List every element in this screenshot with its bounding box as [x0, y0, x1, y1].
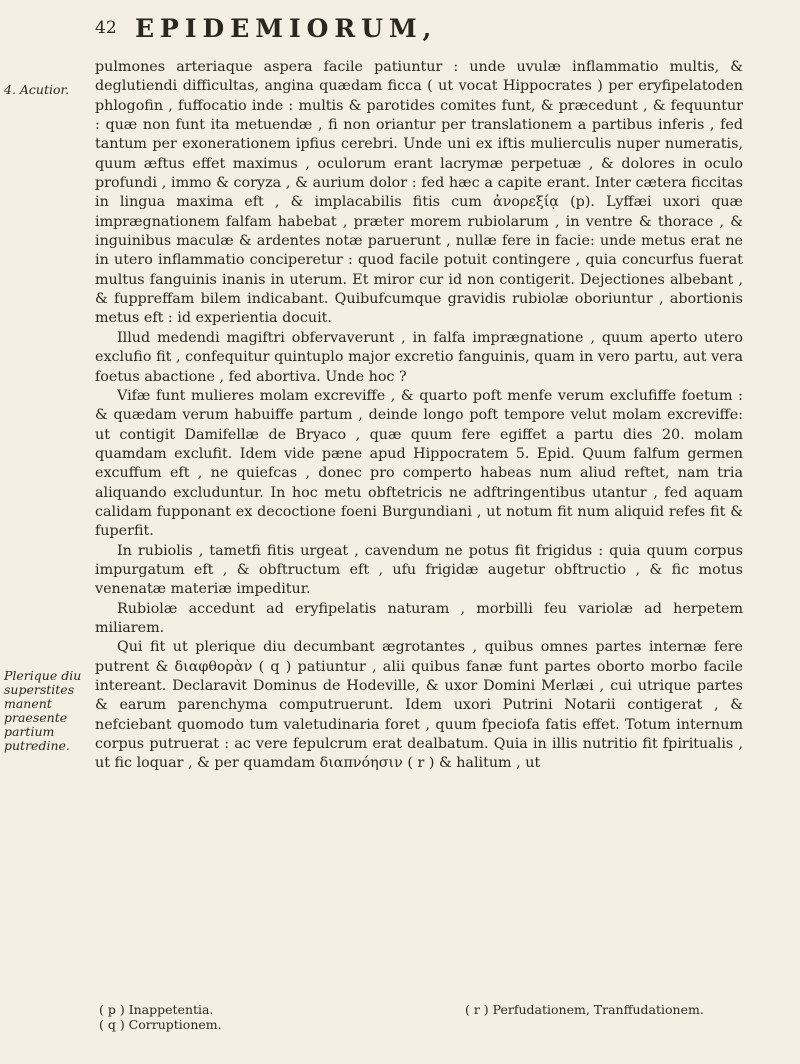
- paragraph-1: pulmones arteriaque aspera facile patiuntur : unde uvulæ inflammatio multis, & deglutiendi difficultas, angina quædam ficca ( ut vocat Hippocrates ) per eryfipelatoden phlogofin , fuffocatio inde : multis & parotides comites funt, & præcedunt , & fequuntur : quæ non funt ita metuendæ , fi non oriantur per translationem a partibus inferis , fed tantum per exonerationem ipfius cerebri. Unde uni ex iftis mulierculis nuper numeratis, quum æftus effet maximus , oculorum erant lacrymæ perpetuæ , & dolores in oculo profundi , immo & coryza , & aurium dolor : fed hæc a capite erant. Inter cætera ficcitas in lingua maxima eft , & implacabilis fitis cum ἀνορεξίᾳ (p). Lyffæi uxori quæ imprægnationem falfam habebat , præter morem rubiolarum , in ventre & thorace , & inguinibus maculæ & ardentes notæ paruerunt , nullæ fere in facie: unde metus erat ne in utero inflammatio conciperetur : quod facile potuit contingere , quia concurfus fuerat multus fanguinis inanis in uterum. Et miror cur id non contigerit. Dejectiones albebant , & fuppreffam bilem indicabant. Quibufcumque gravidis rubiolæ oboriuntur , abortionis metus eft : id experientia docuit.: [95, 59, 743, 327]
- paragraph-5: Rubiolæ accedunt ad eryfipelatis naturam , morbilli feu variolæ ad herpetem miliarem.: [95, 600, 743, 636]
- page-number: 42: [95, 18, 117, 38]
- page-header: [95, 14, 735, 50]
- body-text: [95, 58, 743, 774]
- paragraph-4: In rubiolis , tametfi fitis urgeat , cavendum ne potus fit frigidus : quia quum corpus impurgatum eft , & obftructum eft , ufu frigidæ augetur obftructio , & fic motus venenatæ materiæ impeditur.: [95, 542, 743, 598]
- footnote-p: ( p ) Inappetentia.: [99, 1002, 214, 1017]
- footnote-q: ( q ) Corruptionem.: [99, 1017, 222, 1032]
- footnotes: [95, 1002, 743, 1036]
- footnote-r: ( r ) Perfudationem, Tranffudationem.: [465, 1002, 704, 1017]
- paragraph-3: Vifæ funt mulieres molam excreviffe , & quarto poft menfe verum exclufiffe foetum : & quædam verum habuiffe partum , deinde longo poft tempore velut molam excreviffe: ut contigit Damifellæ de Bryaco , quæ quum fere egiffet a partu dies 20. molam quamdam exclufit. Idem vide pæne apud Hippocratem 5. Epid. Quum falfum germen excuffum eft , ne quiefcas , donec pro comperto habeas num aliud reftet, nam tria aliquando excluduntur. In hoc metu obftetricis ne adftringentibus utantur , fed aquam calidam fupponant ex decoctione foeni Burgundiani , ut notum fit num aliquid refes fit & fuperfit.: [95, 387, 743, 540]
- margin-note-acutior: 4. Acutior.: [4, 82, 70, 97]
- margin-note-plerique: Plerique diu superstites manent praesente partium putredine.: [4, 668, 82, 753]
- running-head: EPIDEMIORUM,: [135, 14, 438, 43]
- paragraph-6: Qui fit ut plerique diu decumbant ægrotantes , quibus omnes partes internæ fere putrent & διαφθορὰν ( q ) patiuntur , alii quibus fanæ funt partes oborto morbo facile intereant. Declaravit Dominus de Hodeville, & uxor Domini Merlæi , cui utrique partes & earum parenchyma computruerunt. Idem uxori Putrini Notarii contigerat , & nefciebant quomodo tum valetudinaria foret , quum fpeciofa fatis effet. Totum internum corpus putruerat : ac vere fepulcrum erat dealbatum. Quia in illis nutritio fit fpiritualis , ut fic loquar , & per quamdam διαπνόησιν ( r ) & halitum , ut: [95, 639, 743, 772]
- paragraph-2: Illud medendi magiftri obfervaverunt , in falfa imprægnatione , quum aperto utero exclufio fit , confequitur quintuplo major excretio fanguinis, quam in vero partu, aut vera foetus abactione , fed abortiva. Unde hoc ?: [95, 329, 743, 385]
